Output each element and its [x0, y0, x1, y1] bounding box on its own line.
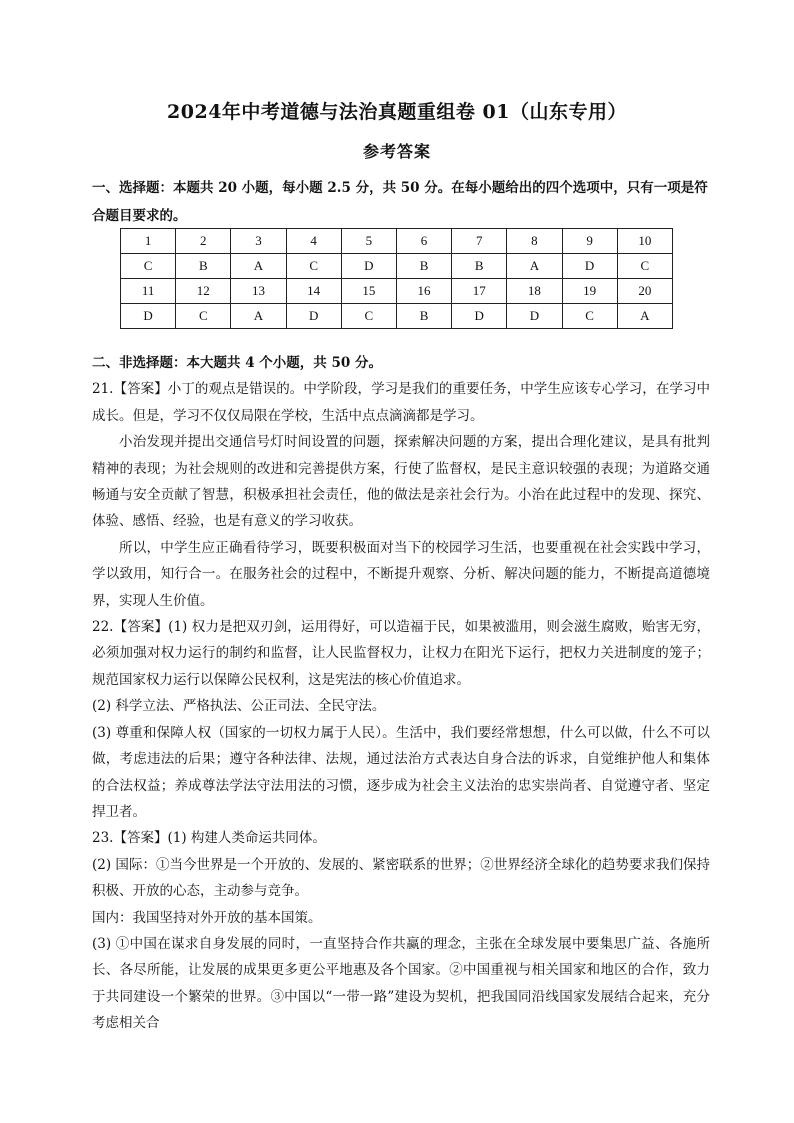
answer-cell: D	[341, 254, 396, 279]
q23-answer-p2: (2) 国际：①当今世界是一个开放的、发展的、紧密联系的世界；②世界经济全球化的趋势要求我们保持积极、开放的心态，主动参与竞争。	[92, 856, 710, 900]
question-number-cell: 17	[452, 279, 507, 304]
document-title: 2024年中考道德与法治真题重组卷 01（山东专用）	[167, 101, 627, 123]
document-subtitle: 参考答案	[362, 142, 431, 161]
section2	[92, 350, 710, 1037]
question-number-cell: 11	[121, 279, 176, 304]
question-number-cell: 13	[231, 279, 286, 304]
answer-cell: B	[396, 254, 451, 279]
question-number-cell: 8	[507, 229, 562, 254]
question-number-cell: 16	[396, 279, 451, 304]
answer-cell: C	[562, 304, 617, 329]
question-number-cell: 3	[231, 229, 286, 254]
question-number-cell: 15	[341, 279, 396, 304]
q22-answer-p1: 22.【答案】(1) 权力是把双刃剑，运用得好，可以造福于民，如果被滥用，则会滋生腐败，贻害无穷，必须加强对权力运行的制约和监督，让人民监督权力，让权力在阳光下运行，把权力关进制度的笼子；规范国家权力运行以保障公民权利，这是宪法的核心价值追求。	[92, 619, 710, 688]
answer-cell: A	[507, 254, 562, 279]
section1-heading: 一、选择题：本题共 20 小题，每小题 2.5 分，共 50 分。在每小题给出的四个选项中，只有一项是符合题目要求的。	[92, 180, 708, 224]
question-number-row	[121, 229, 673, 254]
answer-cell: B	[176, 254, 231, 279]
answer-cell: A	[231, 254, 286, 279]
question-number-cell: 18	[507, 279, 562, 304]
q21-answer-p2: 小治发现并提出交通信号灯时间设置的问题，探索解决问题的方案，提出合理化建议，是具有批判精神的表现；为社会规则的改进和完善提供方案，行使了监督权，是民主意识较强的表现；为道路交通畅通与安全贡献了智慧，积极承担社会责任，他的做法是亲社会行为。小治在此过程中的发现、探究、体验、感悟、经验，也是有意义的学习收获。	[92, 434, 710, 530]
q22-answer-p3: (3) 尊重和保障人权（国家的一切权力属于人民）。生活中，我们要经常想想，什么可以做，什么不可以做，考虑违法的后果；遵守各种法律、法规，通过法治方式表达自身合法的诉求，自觉维护他人和集体的合法权益；养成尊法学法守法用法的习惯，逐步成为社会主义法治的忠实崇尚者、自觉遵守者、坚定捍卫者。	[92, 724, 710, 820]
answer-cell: C	[286, 254, 341, 279]
q21-answer-p1: 21.【答案】小丁的观点是错误的。中学阶段，学习是我们的重要任务，中学生应该专心学习，在学习中成长。但是，学习不仅仅局限在学校，生活中点点滴滴都是学习。	[92, 381, 710, 424]
answer-row	[121, 254, 673, 279]
answer-cell: B	[452, 254, 507, 279]
answer-cell: C	[617, 254, 672, 279]
section2-heading: 二、非选择题：本大题共 4 个小题，共 50 分。	[92, 355, 382, 371]
answer-table	[120, 228, 673, 329]
question-number-cell: 12	[176, 279, 231, 304]
answer-cell: A	[617, 304, 672, 329]
answer-cell: D	[452, 304, 507, 329]
q22-answer-p2: (2) 科学立法、严格执法、公正司法、全民守法。	[92, 698, 386, 715]
question-number-row	[121, 279, 673, 304]
question-number-cell: 4	[286, 229, 341, 254]
answer-cell: C	[341, 304, 396, 329]
question-number-cell: 20	[617, 279, 672, 304]
answer-cell: A	[231, 304, 286, 329]
answer-row	[121, 304, 673, 329]
answer-cell: B	[396, 304, 451, 329]
question-number-cell: 19	[562, 279, 617, 304]
answer-cell: D	[507, 304, 562, 329]
answer-cell: D	[121, 304, 176, 329]
question-number-cell: 9	[562, 229, 617, 254]
q23-answer-p3: 国内：我国坚持对外开放的基本国策。	[92, 909, 322, 926]
question-number-cell: 14	[286, 279, 341, 304]
question-number-cell: 7	[452, 229, 507, 254]
answer-cell: C	[176, 304, 231, 329]
answer-cell: D	[286, 304, 341, 329]
answer-cell: D	[562, 254, 617, 279]
question-number-cell: 2	[176, 229, 231, 254]
q21-answer-p3: 所以，中学生应正确看待学习，既要积极面对当下的校园学习生活，也要重视在社会实践中学习，学以致用，知行合一。在服务社会的过程中，不断提升观察、分析、解决问题的能力，不断提高道德境界，实现人生价值。	[92, 539, 710, 609]
question-number-cell: 5	[341, 229, 396, 254]
q23-answer-p1: 23.【答案】(1) 构建人类命运共同体。	[92, 830, 326, 847]
answer-cell: C	[121, 254, 176, 279]
q23-answer-p4: (3) ①中国在谋求自身发展的同时，一直坚持合作共赢的理念，主张在全球发展中要集思广益、各施所长、各尽所能，让发展的成果更多更公平地惠及各个国家。②中国重视与相关国家和地区的合作，致力于共同建设一个繁荣的世界。③中国以“一带一路”建设为契机，把我国同沿线国家发展结合起来，充分考虑相关合	[92, 935, 710, 1032]
question-number-cell: 10	[617, 229, 672, 254]
question-number-cell: 6	[396, 229, 451, 254]
question-number-cell: 1	[121, 229, 176, 254]
